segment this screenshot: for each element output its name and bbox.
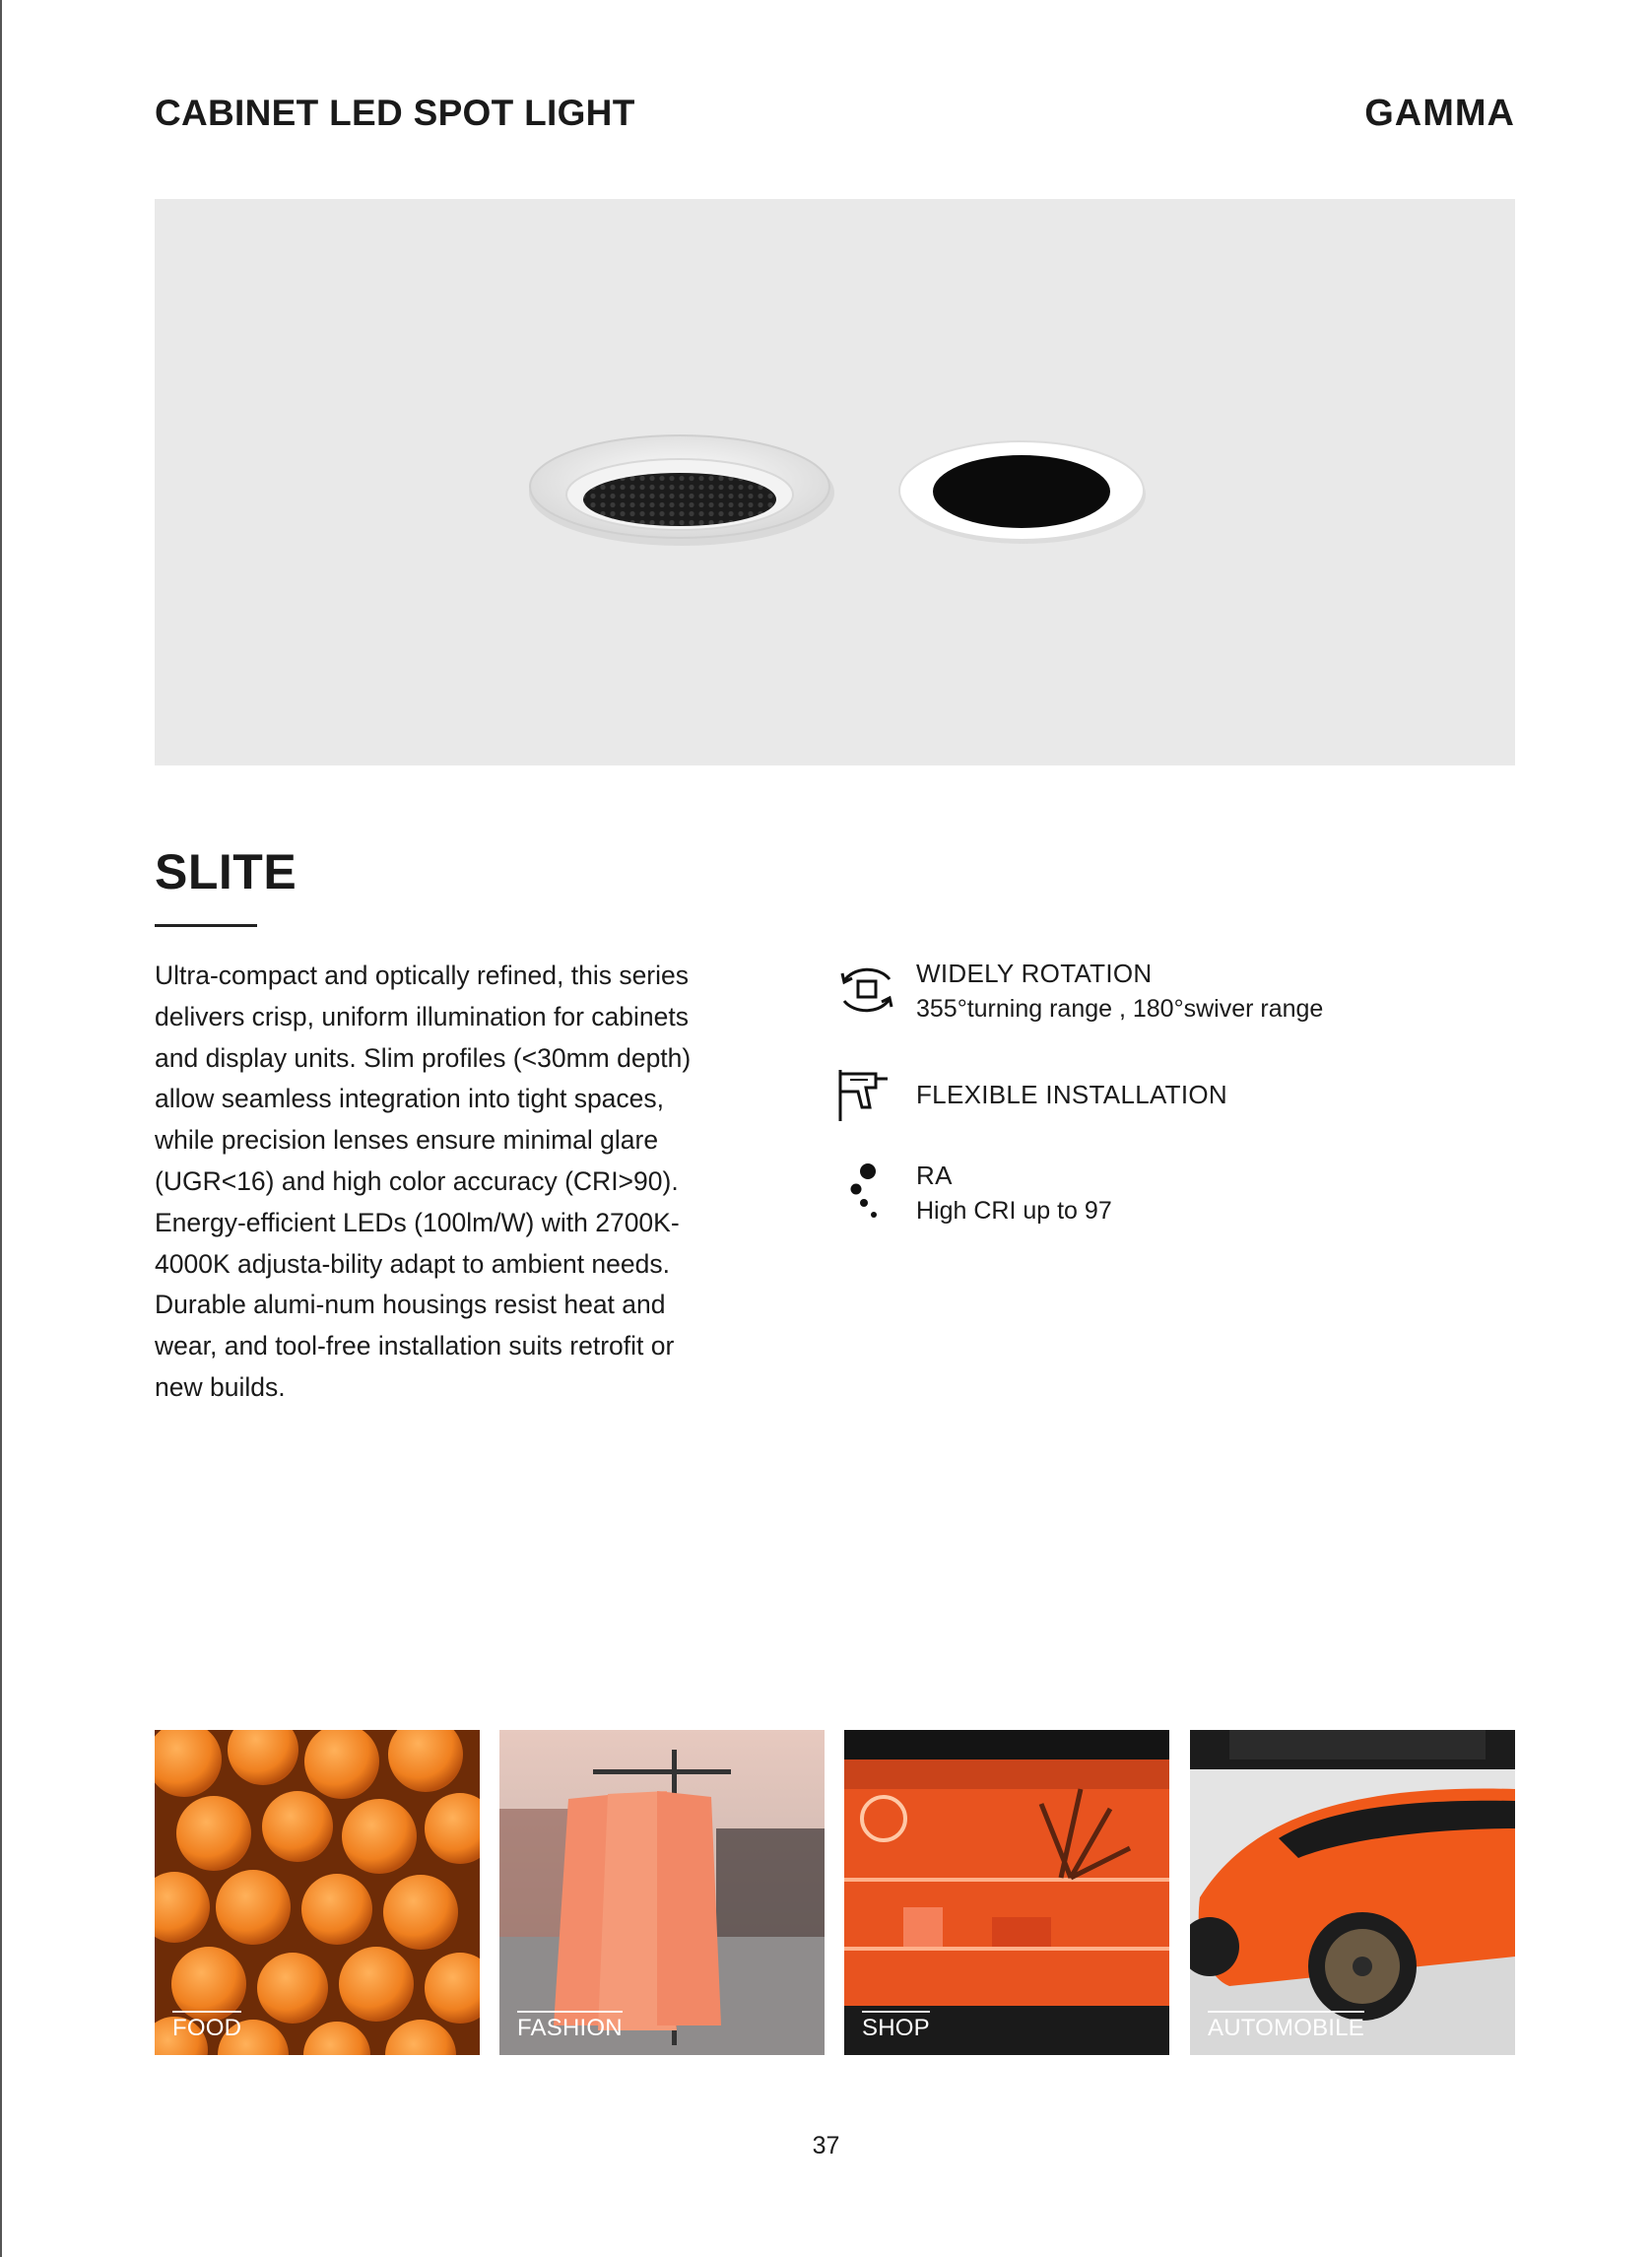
feature-rotation	[832, 956, 1324, 1025]
drill-icon	[832, 1064, 901, 1133]
product-description: Ultra-compact and optically refined, this series delivers crisp, uniform illumination for cabinets and display units. Slim profiles (<30mm depth) allow seamless integration into tight spaces, while precision lenses ensure minimal glare (UGR<16) and high color accuracy (CRI>90). Energy-efficient LEDs (100lm/W) with 2700K-4000K adjusta-bility adapt to ambient needs. Durable alumi-num housings resist heat and wear, and tool-free installation suits retrofit or new builds.	[155, 961, 692, 1402]
honeycomb-spotlight	[529, 435, 834, 546]
oranges-photo	[155, 1730, 480, 2055]
gallery-fashion	[499, 1730, 825, 2055]
header-title: CABINET LED SPOT LIGHT	[155, 93, 635, 133]
feature-subtitle: 355°turning range , 180°swiver range	[916, 995, 1324, 1023]
sports-car-photo	[1190, 1730, 1515, 2055]
gallery-automobile	[1190, 1730, 1515, 2055]
page-edge-line	[0, 0, 2, 2257]
spot-lights-illustration	[155, 199, 1515, 765]
gallery-label-shop: SHOP	[862, 2011, 930, 2042]
feature-installation	[832, 1064, 1227, 1133]
feature-title: RA	[916, 1161, 953, 1190]
brand-logo: GAMMA	[1364, 93, 1515, 134]
feature-title: FLEXIBLE INSTALLATION	[916, 1080, 1227, 1109]
feature-subtitle: High CRI up to 97	[916, 1197, 1112, 1225]
rotation-icon	[832, 956, 901, 1025]
gallery-label-fashion: FASHION	[517, 2011, 623, 2042]
feature-title: WIDELY ROTATION	[916, 959, 1153, 988]
product-title: SLITE	[155, 844, 297, 899]
hero-product-image	[155, 199, 1515, 765]
page-number: 37	[812, 2132, 840, 2159]
gallery-shop	[844, 1730, 1169, 2055]
feature-ra	[832, 1158, 1112, 1227]
black-reflector-spotlight	[899, 441, 1146, 544]
gallery-food	[155, 1730, 480, 2055]
title-underline	[155, 924, 257, 927]
dots-icon	[832, 1158, 901, 1227]
clothing-rack-photo	[499, 1730, 825, 2055]
shop-display-photo	[844, 1730, 1169, 2055]
gallery-label-automobile: AUTOMOBILE	[1208, 2011, 1364, 2042]
gallery-label-food: FOOD	[172, 2011, 241, 2042]
